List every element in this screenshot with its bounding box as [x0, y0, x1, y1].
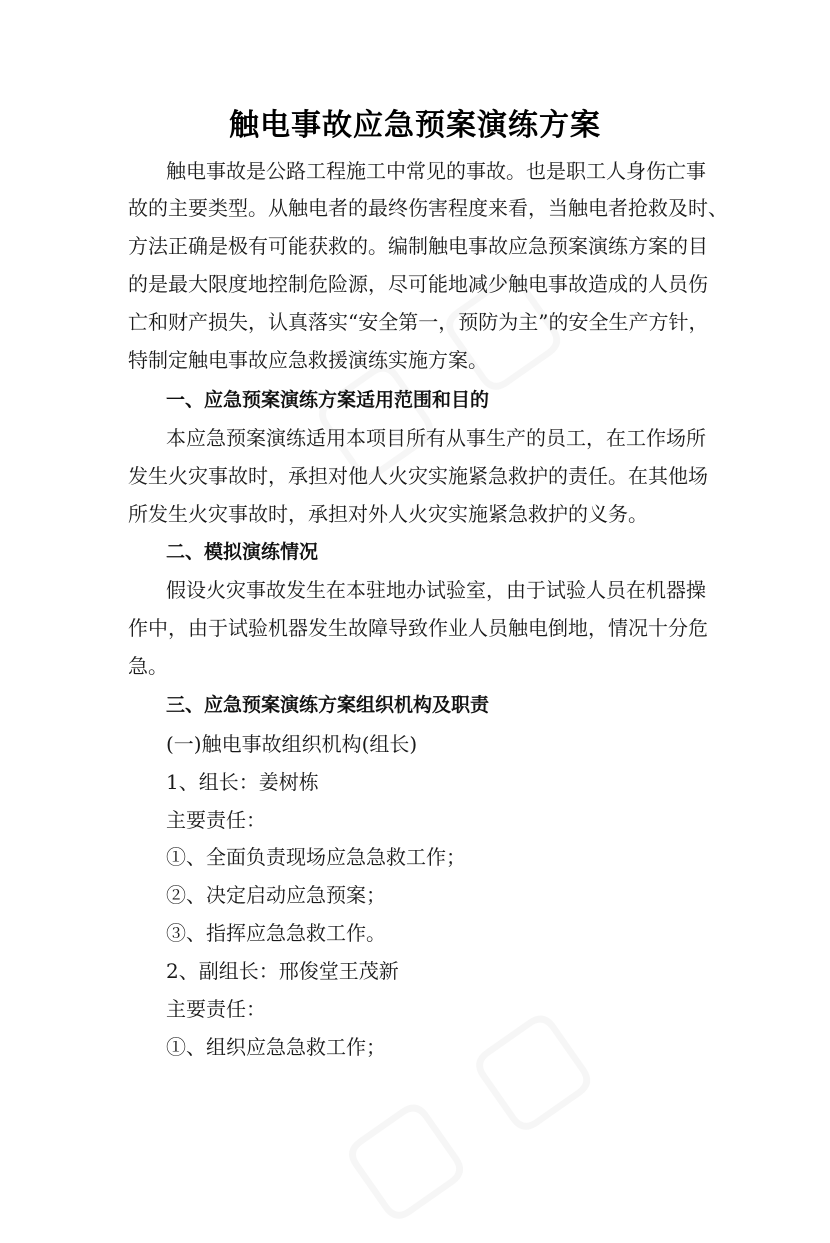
section-line: 假设火灾事故发生在本驻地办试验室，由于试验人员在机器操 [166, 578, 706, 602]
section-line: 急。 [128, 654, 168, 678]
org-line: 1、组长：姜树栋 [166, 770, 319, 794]
org-line: ②、决定启动应急预案； [166, 883, 386, 907]
section-heading: 二、模拟演练情况 [166, 541, 319, 563]
org-line: ①、全面负责现场应急急救工作； [166, 845, 466, 869]
org-line: ③、指挥应急急救工作。 [166, 921, 386, 945]
intro-line: 的是最大限度地控制危险源，尽可能地减少触电事故造成的人员伤 [128, 272, 708, 296]
org-line: 主要责任： [166, 808, 266, 832]
intro-line: 故的主要类型。从触电者的最终伤害程度来看，当触电者抢救及时、 [128, 196, 728, 220]
org-line: ①、组织应急急救工作； [166, 1035, 386, 1059]
section-line: 本应急预案演练适用本项目所有从事生产的员工，在工作场所 [166, 426, 706, 450]
section-line: 作中，由于试验机器发生故障导致作业人员触电倒地，情况十分危 [128, 616, 708, 640]
intro-line: 特制定触电事故应急救援演练实施方案。 [128, 348, 488, 372]
org-line: 主要责任： [166, 997, 266, 1021]
section-line: 所发生火灾事故时，承担对外人火灾实施紧急救护的义务。 [128, 502, 648, 526]
intro-line: 触电事故是公路工程施工中常见的事故。也是职工人身伤亡事 [166, 159, 706, 183]
org-line: (一)触电事故组织机构(组长) [166, 732, 418, 756]
section-heading: 三、应急预案演练方案组织机构及职责 [166, 694, 490, 716]
section-line: 发生火灾事故时，承担对他人火灾实施紧急救护的责任。在其他场 [128, 464, 708, 488]
section-heading: 一、应急预案演练方案适用范围和目的 [166, 389, 490, 411]
intro-line: 亡和财产损失，认真落实“安全第一，预防为主”的安全生产方针， [128, 310, 709, 334]
intro-line: 方法正确是极有可能获救的。编制触电事故应急预案演练方案的目 [128, 234, 708, 258]
watermark [314, 976, 614, 1243]
document-title: 触电事故应急预案演练方案 [229, 108, 601, 143]
org-line: 2、副组长：邢俊堂王茂新 [166, 959, 399, 983]
